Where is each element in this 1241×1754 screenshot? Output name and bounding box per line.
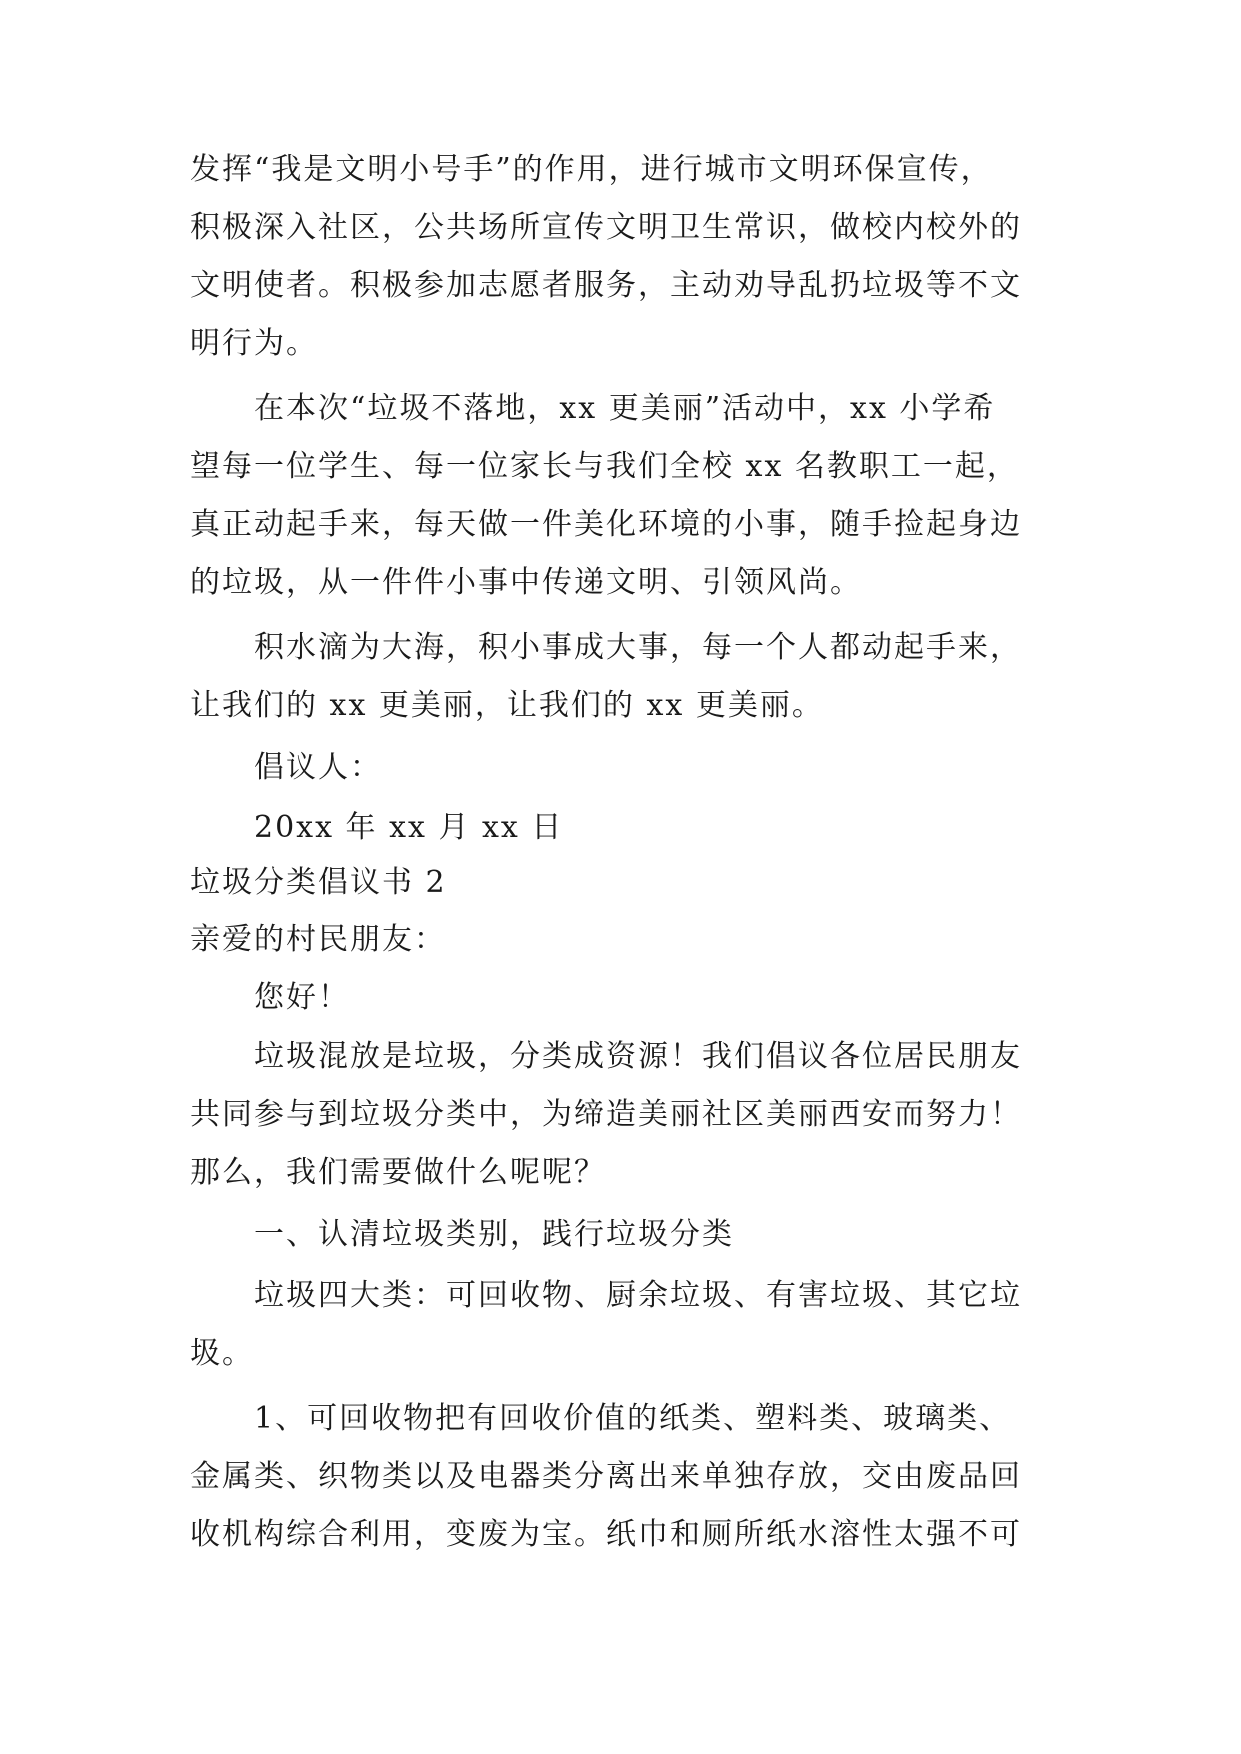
text-line: 积极深入社区，公共场所宣传文明卫生常识，做校内校外的 [190,210,1022,245]
text-line: 望每一位学生、每一位家长与我们全校 xx 名教职工一起， [190,449,1019,484]
text-line: 圾。 [190,1336,254,1371]
greeting: 您好！ [254,980,350,1015]
text-line: 1、可回收物把有回收价值的纸类、塑料类、玻璃类、 [254,1401,1012,1436]
text-line: 积水滴为大海，积小事成大事，每一个人都动起手来， [254,630,1022,665]
text-line: 真正动起手来，每天做一件美化环境的小事，随手捡起身边 [190,507,1022,542]
text-line: 垃圾混放是垃圾，分类成资源！我们倡议各位居民朋友 [254,1039,1022,1074]
text-line: 收机构综合利用，变废为宝。纸巾和厕所纸水溶性太强不可 [190,1517,1022,1552]
subheading: 一、认清垃圾类别，践行垃圾分类 [254,1217,734,1252]
signatory-label: 倡议人： [254,750,382,785]
text-line: 共同参与到垃圾分类中，为缔造美丽社区美丽西安而努力！ [190,1097,1022,1132]
date-line: 20xx 年 xx 月 xx 日 [254,810,564,845]
text-line: 金属类、织物类以及电器类分离出来单独存放，交由废品回 [190,1459,1022,1494]
text-line: 明行为。 [190,326,318,361]
text-line: 的垃圾，从一件件小事中传递文明、引领风尚。 [190,565,862,600]
text-line: 文明使者。积极参加志愿者服务，主动劝导乱扔垃圾等不文 [190,268,1022,303]
salutation: 亲爱的村民朋友： [190,922,446,957]
text-line: 让我们的 xx 更美丽，让我们的 xx 更美丽。 [190,688,824,723]
text-line: 发挥“我是文明小号手”的作用，进行城市文明环保宣传， [190,152,993,187]
text-line: 垃圾四大类：可回收物、厨余垃圾、有害垃圾、其它垃 [254,1278,1022,1313]
text-line: 在本次“垃圾不落地，xx 更美丽”活动中，xx 小学希 [254,391,996,426]
section-title: 垃圾分类倡议书 2 [190,865,447,900]
text-line: 那么，我们需要做什么呢呢？ [190,1155,606,1190]
